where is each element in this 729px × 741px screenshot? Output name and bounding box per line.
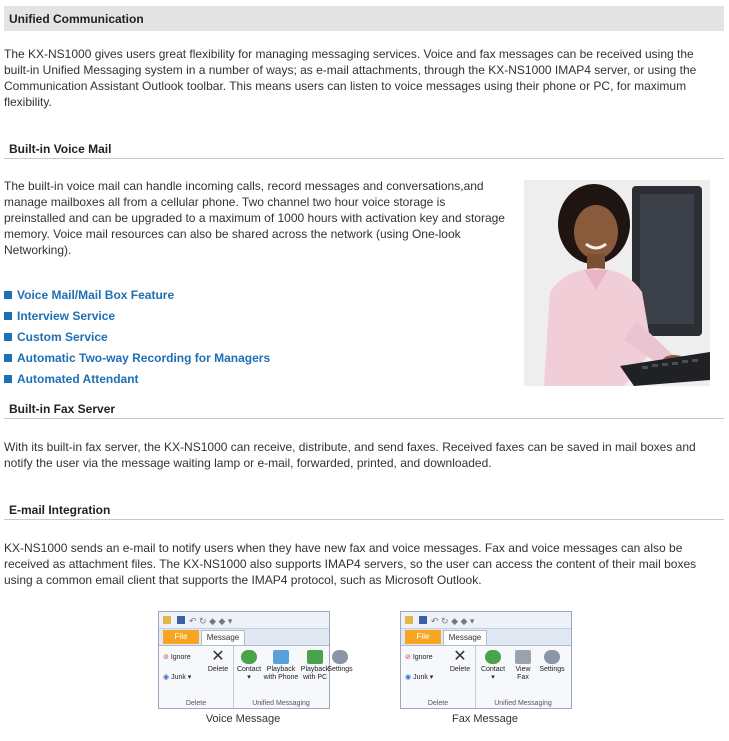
junk-label: Junk (413, 674, 428, 681)
voice-message-ribbon (158, 611, 353, 709)
fax-machine-icon (515, 650, 531, 664)
quick-access-toolbar (401, 612, 571, 629)
section-title: Unified Communication (9, 12, 144, 26)
settings-gear-icon (332, 650, 348, 664)
bullet-square-icon (4, 291, 12, 299)
contact-button[interactable]: Contact ▾ (479, 650, 507, 682)
link-two-way-recording[interactable]: Automatic Two-way Recording for Managers (17, 350, 271, 365)
group-label: Delete (427, 700, 449, 707)
link-automated-attendant[interactable]: Automated Attendant (17, 371, 139, 386)
ignore-icon: ⊘ (163, 654, 171, 661)
playback-phone-icon (273, 650, 289, 664)
link-voice-mail-feature[interactable]: Voice Mail/Mail Box Feature (17, 287, 175, 302)
section-header-unified (4, 6, 724, 31)
section-header-voicemail (4, 138, 724, 159)
section-header-email (4, 499, 724, 520)
ignore-icon: ⊘ (405, 654, 413, 661)
fax-body: With its built-in fax server, the KX-NS1000 can receive, distribute, and send faxes. Received faxes can be saved in mail boxes and notify the user via the message waiting lamp or e-mail, forwarded, printed, and downloaded. (4, 440, 696, 470)
view-fax-button[interactable] (509, 650, 537, 682)
list-item (4, 305, 270, 326)
delete-label: Delete (207, 666, 229, 673)
list-item (4, 368, 270, 389)
tab-file[interactable]: File (405, 630, 441, 644)
svg-text:↶ ↻ ◆ ◆ ▾: ↶ ↻ ◆ ◆ ▾ (189, 616, 233, 626)
contact-label: Contact (236, 666, 262, 673)
ribbon-tabs (401, 629, 571, 645)
phone-icon (241, 650, 257, 664)
contact-button[interactable]: Contact ▾ (235, 650, 263, 682)
settings-gear-icon (544, 650, 560, 664)
fax-message-ribbon (400, 611, 572, 709)
list-item (4, 284, 270, 305)
ignore-button[interactable] (163, 654, 203, 662)
list-item (4, 326, 270, 347)
bullet-square-icon (4, 333, 12, 341)
unified-body: The KX-NS1000 gives users great flexibility for managing messaging services. Voice and fax messages can be received using the built-in Unified Messaging system in a number of ways; as e-mail attachments, through the KX-NS1000 IMAP4 server, or using the Communication Assistant Outlook toolbar. This means users can listen to voice messages using their phone or PC, for maximum flexibility. (4, 47, 697, 109)
group-label: Delete (185, 700, 207, 707)
delete-button[interactable] (205, 650, 231, 674)
section-title: E-mail Integration (9, 503, 111, 517)
section-header-fax (4, 398, 724, 419)
delete-button[interactable] (447, 650, 473, 674)
junk-icon: ◉ (163, 674, 172, 681)
link-custom-service[interactable]: Custom Service (17, 329, 108, 344)
playback-phone-button[interactable] (263, 650, 299, 682)
ignore-button[interactable] (405, 654, 445, 662)
delete-x-icon: ✕ (211, 648, 225, 665)
playback-pc-icon (307, 650, 323, 664)
link-interview-service[interactable]: Interview Service (17, 308, 116, 323)
voicemail-feature-links (4, 284, 270, 389)
delete-label: Delete (449, 666, 471, 673)
junk-icon: ◉ (405, 674, 414, 681)
section-title: Built-in Fax Server (9, 402, 116, 416)
voice-message-caption: Voice Message (205, 713, 281, 725)
voicemail-body: The built-in voice mail can handle incoming calls, record messages and conversations,and manage mailboxes all from a cellular phone. Two channel two hour voice storage is preinstalled and can be upgraded to a maximum of 1000 hours with activation key and storage memory. Voice mail resources can also be shared across the network (using One-look Networking). (4, 179, 505, 257)
tab-file[interactable]: File (163, 630, 199, 644)
ignore-label: Ignore (170, 654, 191, 661)
view-fax-label: View Fax (515, 666, 531, 681)
group-label: Unified Messaging (252, 700, 310, 707)
woman-at-computer-photo (524, 180, 710, 386)
ignore-label: Ignore (412, 654, 433, 661)
settings-label: Settings (539, 666, 565, 673)
settings-button[interactable] (325, 650, 355, 674)
junk-button[interactable]: ◉ Junk ▾ (405, 674, 434, 681)
ribbon-body (401, 645, 571, 708)
contact-label: Contact (480, 666, 506, 673)
group-delete (159, 646, 234, 708)
list-item (4, 347, 270, 368)
ribbon-body (159, 645, 353, 708)
quick-access-toolbar (159, 612, 329, 629)
quick-access-icons (401, 612, 511, 628)
phone-icon (485, 650, 501, 664)
email-body: KX-NS1000 sends an e-mail to notify users when they have new fax and voice messages. Fax and voice messages can also be received as attachment files. The KX-NS1000 also supports IMAP4 servers, so the user can access the content of their mail boxes using a common email client that supports the IMAP4 protocol, such as Microsoft Outlook. (4, 541, 697, 587)
bullet-square-icon (4, 354, 12, 362)
settings-button[interactable] (537, 650, 567, 674)
tab-message[interactable]: Message (201, 630, 245, 646)
junk-label: Junk (171, 674, 186, 681)
photo-illustration (524, 180, 710, 386)
fax-message-caption: Fax Message (451, 713, 519, 725)
bullet-square-icon (4, 312, 12, 320)
group-delete (401, 646, 476, 708)
bullet-square-icon (4, 375, 12, 383)
ribbon-tabs (159, 629, 329, 645)
group-unified-messaging (475, 646, 571, 708)
group-unified-messaging (233, 646, 353, 708)
svg-text:↶ ↻ ◆ ◆ ▾: ↶ ↻ ◆ ◆ ▾ (431, 616, 475, 626)
tab-message[interactable]: Message (443, 630, 487, 646)
section-title: Built-in Voice Mail (9, 142, 112, 156)
delete-x-icon: ✕ (453, 648, 467, 665)
group-label: Unified Messaging (494, 700, 552, 707)
playback-pc-label: Playback with PC (300, 666, 330, 681)
playback-phone-label: Playback with Phone (263, 666, 299, 681)
settings-label: Settings (327, 666, 353, 673)
junk-button[interactable]: ◉ Junk ▾ (163, 674, 192, 681)
quick-access-icons (159, 612, 269, 628)
